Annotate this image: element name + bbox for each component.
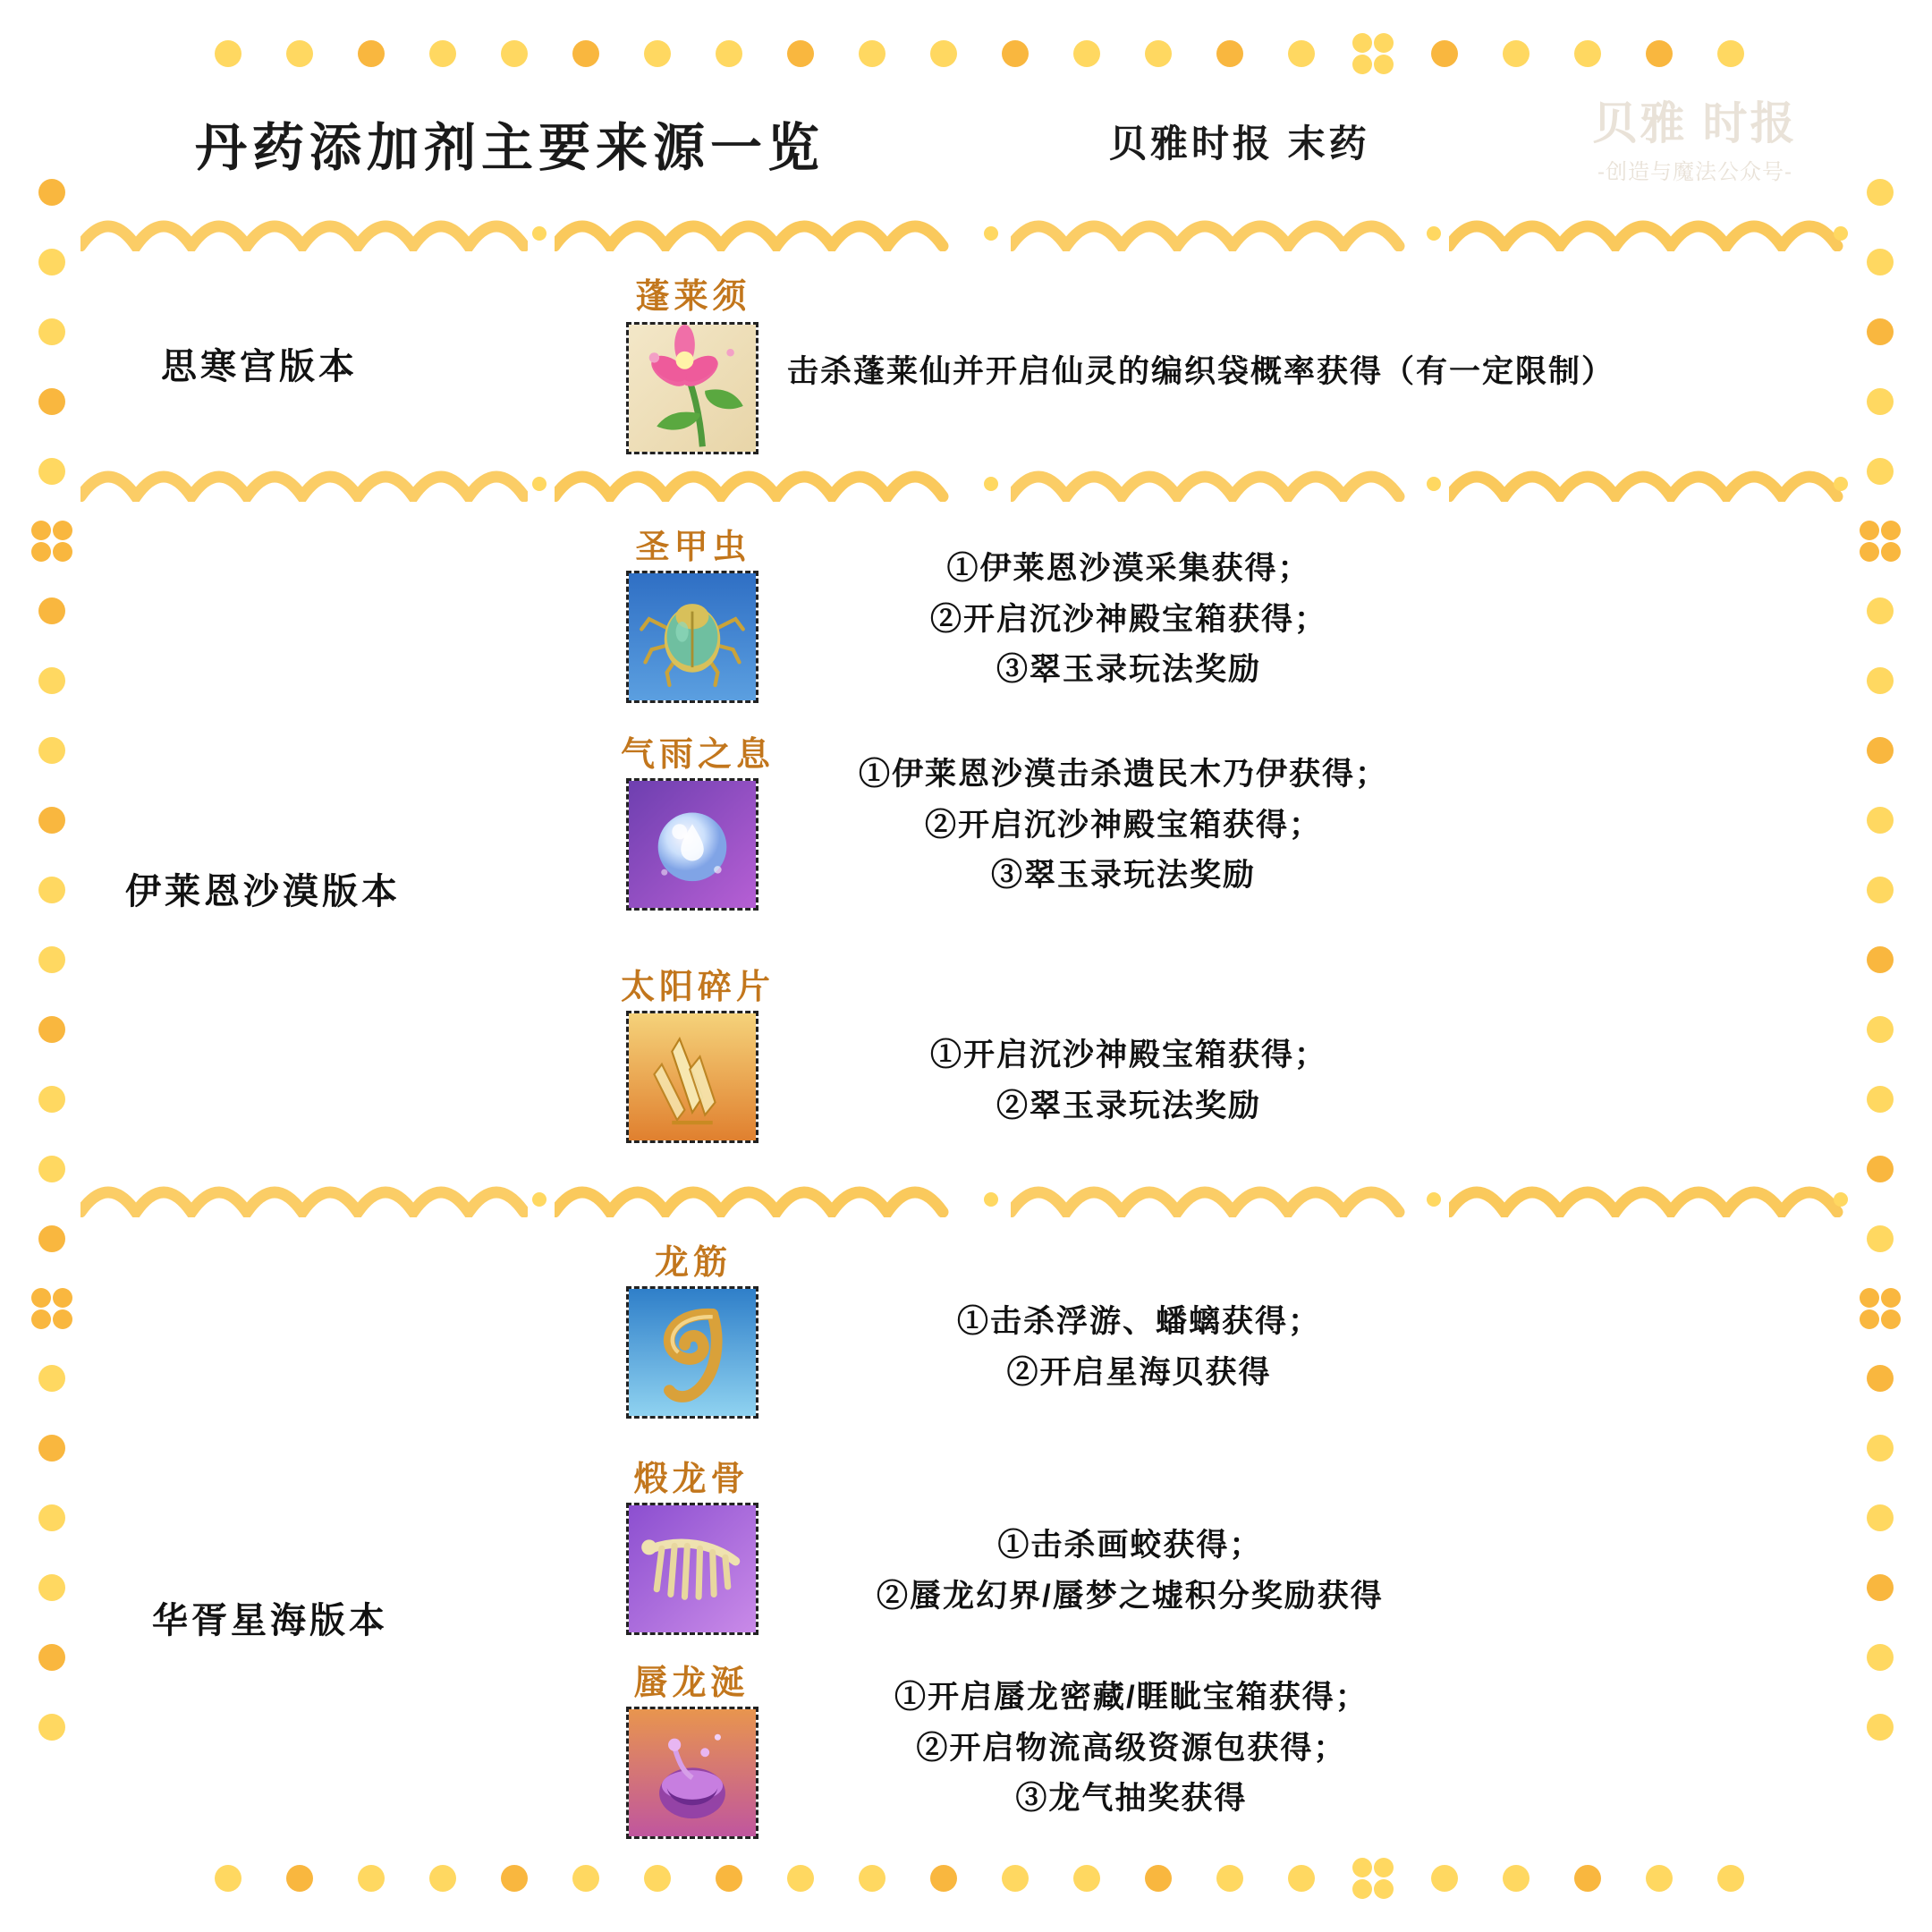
desc-line: ③翠玉录玩法奖励	[996, 652, 1262, 688]
desc-line: ②开启物流高级资源包获得；	[916, 1730, 1347, 1766]
wave-accent-dot	[984, 477, 998, 491]
item-description	[877, 1521, 1384, 1622]
wave-accent-dot	[1834, 477, 1848, 491]
wave-separator-segment	[1011, 210, 1413, 251]
border-dot	[38, 458, 65, 485]
border-clover-icon	[1860, 521, 1901, 562]
border-dot	[1867, 1225, 1894, 1252]
wave-separator-segment	[1011, 461, 1413, 502]
wave-separator-segment	[80, 210, 528, 251]
item-name: 蓬莱须	[635, 278, 751, 316]
wave-accent-dot	[532, 477, 547, 491]
border-clover-icon	[1352, 33, 1394, 74]
item-description	[859, 750, 1388, 902]
border-dot	[38, 318, 65, 345]
page-subtitle: 贝雅时报 末药	[1109, 123, 1370, 165]
wave-accent-dot	[1834, 1192, 1848, 1207]
wave-accent-dot	[532, 1192, 547, 1207]
wave-accent-dot	[984, 226, 998, 241]
border-dot	[38, 1714, 65, 1741]
desc-line: ①开启沉沙神殿宝箱获得；	[930, 1038, 1328, 1072]
border-dot	[38, 807, 65, 834]
border-dot	[38, 877, 65, 903]
border-dot	[1646, 40, 1673, 67]
border-dot	[1867, 1365, 1894, 1392]
border-dot	[1717, 40, 1744, 67]
border-dot	[38, 1365, 65, 1392]
wave-separator-segment	[1011, 1176, 1413, 1217]
border-dot	[38, 946, 65, 973]
border-dot	[716, 40, 742, 67]
border-dot	[38, 737, 65, 764]
wave-separator-segment	[1449, 1176, 1852, 1217]
wave-accent-dot	[984, 1192, 998, 1207]
wave-accent-dot	[1427, 477, 1441, 491]
wave-accent-dot	[1834, 226, 1848, 241]
border-dot	[1867, 388, 1894, 415]
wave-separator-segment	[555, 210, 975, 251]
desc-line: ②开启沉沙神殿宝箱获得；	[925, 807, 1323, 843]
wave-accent-dot	[1427, 1192, 1441, 1207]
page-header	[0, 98, 1932, 206]
desc-line: ①击杀画蛟获得；	[997, 1528, 1263, 1563]
dragon-bone-icon[interactable]	[626, 1503, 758, 1635]
border-dot	[38, 597, 65, 624]
border-dot	[1431, 40, 1458, 67]
border-dot	[1867, 597, 1894, 624]
item-name: 太阳碎片	[620, 969, 775, 1006]
border-dot	[1002, 40, 1029, 67]
border-dot	[38, 1225, 65, 1252]
border-dot	[429, 40, 456, 67]
border-dot	[1288, 40, 1315, 67]
desc-line: ②翠玉录玩法奖励	[996, 1088, 1262, 1123]
border-dot	[1867, 318, 1894, 345]
border-dot	[859, 40, 886, 67]
scarab-beetle-icon[interactable]	[626, 571, 758, 703]
border-dot	[1867, 1086, 1894, 1113]
border-dot	[1867, 807, 1894, 834]
border-dot	[930, 40, 957, 67]
border-dot	[215, 40, 242, 67]
desc-line: ①伊莱恩沙漠击杀遗民木乃伊获得；	[859, 757, 1389, 792]
item-description	[957, 1297, 1321, 1398]
section-yilaien-desert	[107, 519, 1834, 1172]
border-clover-icon	[1860, 1288, 1901, 1329]
item-name: 圣甲虫	[635, 529, 751, 566]
border-dot	[38, 1574, 65, 1601]
border-dot	[1867, 1435, 1894, 1462]
brand-name: 贝雅 时报	[1592, 98, 1798, 148]
dragon-sinew-icon[interactable]	[626, 1286, 758, 1419]
page-title: 丹药添加剂主要来源一览	[195, 119, 826, 177]
border-dot	[1503, 40, 1530, 67]
lotus-flower-icon[interactable]	[626, 322, 758, 454]
desc-line: ③龙气抽奖获得	[1015, 1781, 1248, 1817]
wave-separator-segment	[80, 1176, 528, 1217]
border-dot	[1867, 737, 1894, 764]
item-name: 龙筋	[654, 1244, 732, 1282]
wave-accent-dot	[1427, 226, 1441, 241]
border-dot	[1867, 1156, 1894, 1182]
desc-line: ①伊莱恩沙漠采集获得；	[946, 551, 1311, 586]
border-dot	[286, 40, 313, 67]
wave-separator-1	[80, 210, 1852, 251]
version-label: 华胥星海版本	[152, 1601, 388, 1640]
border-dot	[1073, 40, 1100, 67]
border-dot	[644, 40, 671, 67]
border-dot	[38, 388, 65, 415]
border-dot	[1867, 1574, 1894, 1601]
desc-line: ②开启沉沙神殿宝箱获得；	[930, 601, 1328, 637]
brand-subtext: -创造与魔法公众号-	[1597, 159, 1792, 184]
border-dot	[38, 1644, 65, 1671]
version-label: 伊莱恩沙漠版本	[125, 872, 401, 911]
border-dot	[501, 40, 528, 67]
border-dot	[38, 667, 65, 694]
border-dot	[38, 249, 65, 275]
desc-line: 击杀蓬莱仙并开启仙灵的编织袋概率获得（有一定限制）	[787, 354, 1615, 389]
wave-separator-segment	[555, 1176, 975, 1217]
border-dot	[572, 40, 599, 67]
wave-separator-2	[80, 461, 1852, 502]
border-dot	[38, 1086, 65, 1113]
item-name: 煅龙骨	[633, 1461, 750, 1498]
border-dot	[1145, 40, 1172, 67]
wave-separator-segment	[555, 461, 975, 502]
item-description	[930, 1030, 1327, 1131]
wave-accent-dot	[532, 226, 547, 241]
item-description	[894, 1673, 1368, 1825]
water-orb-icon[interactable]	[626, 778, 758, 911]
border-dot	[787, 40, 814, 67]
sun-shard-icon[interactable]	[626, 1011, 758, 1143]
border-dot	[1574, 40, 1601, 67]
section-sihangong	[107, 268, 1834, 456]
wave-separator-segment	[80, 461, 528, 502]
desc-line: ②开启星海贝获得	[1006, 1354, 1272, 1390]
border-dot	[1867, 877, 1894, 903]
wave-separator-segment	[1449, 210, 1852, 251]
border-dot	[38, 1156, 65, 1182]
item-name: 蜃龙涎	[633, 1665, 750, 1702]
border-dot	[1867, 1714, 1894, 1741]
brand-watermark	[1547, 98, 1843, 185]
border-dot	[38, 1435, 65, 1462]
border-dot	[38, 1016, 65, 1043]
wave-separator-segment	[1449, 461, 1852, 502]
version-label: 思寒宫版本	[161, 347, 358, 386]
border-dot	[1867, 1504, 1894, 1531]
desc-line: ①开启蜃龙密藏/睚眦宝箱获得；	[894, 1680, 1368, 1715]
border-dot	[358, 40, 385, 67]
border-dot	[1216, 40, 1243, 67]
border-dot	[1867, 458, 1894, 485]
desc-line: ②蜃龙幻界/蜃梦之墟积分奖励获得	[877, 1578, 1384, 1614]
section-huaxu-xinghai	[107, 1234, 1834, 1896]
wave-separator-3	[80, 1176, 1852, 1217]
border-dot	[38, 1504, 65, 1531]
border-dot	[1867, 1016, 1894, 1043]
border-dot	[1867, 946, 1894, 973]
border-dot	[1867, 1644, 1894, 1671]
item-description	[787, 347, 1614, 398]
border-clover-icon	[31, 1288, 72, 1329]
border-clover-icon	[31, 521, 72, 562]
border-dot	[1867, 667, 1894, 694]
desc-line: ③翠玉录玩法奖励	[991, 858, 1257, 894]
desc-line: ①击杀浮游、蟠螭获得；	[957, 1304, 1322, 1339]
item-description	[930, 544, 1327, 696]
dragon-saliva-icon[interactable]	[626, 1707, 758, 1839]
item-name: 气雨之息	[620, 736, 775, 774]
border-dot	[1867, 249, 1894, 275]
